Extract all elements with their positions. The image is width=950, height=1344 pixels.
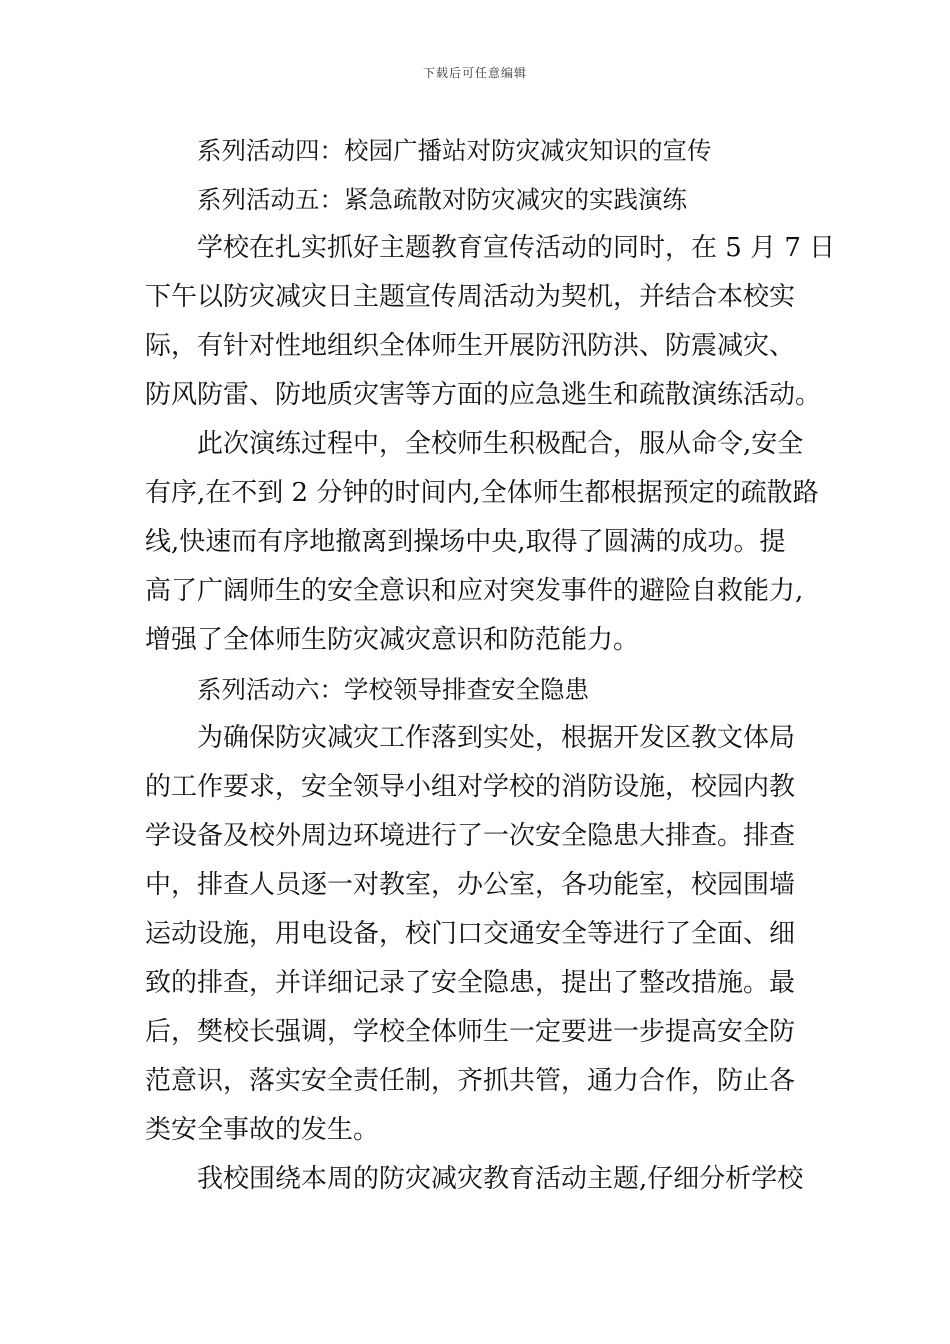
document-body	[145, 126, 836, 1204]
paragraph-line: 为确保防灾减灾工作落到实处，根据开发区教文体局	[197, 723, 796, 753]
paragraph-line: 致的排查，并详细记录了安全隐患，提出了整改措施。最	[145, 968, 796, 998]
paragraph-line: 下午以防灾减灾日主题宣传周活动为契机，并结合本校实	[145, 282, 796, 312]
activity-heading-5: 系列活动五：紧急疏散对防灾减灾的实践演练	[197, 185, 687, 214]
paragraph-line: 我校围绕本周的防灾减灾教育活动主题,仔细分析学校	[197, 1164, 804, 1194]
paragraph-line: 的工作要求，安全领导小组对学校的消防设施，校园内教	[145, 772, 796, 802]
paragraph-line: 学校在扎实抓好主题教育宣传活动的同时，在 5 月 7 日	[197, 233, 836, 263]
paragraph-line: 此次演练过程中，全校师生积极配合，服从命令,安全	[197, 429, 804, 459]
paragraph-line: 高了广阔师生的安全意识和应对突发事件的避险自救能力,	[145, 576, 804, 606]
activity-heading-4: 系列活动四：校园广播站对防灾减灾知识的宣传	[197, 136, 712, 165]
paragraph-line: 际，有针对性地组织全体师生开展防汛防洪、防震减灾、	[145, 331, 796, 361]
paragraph-line: 增强了全体师生防灾减灾意识和防范能力。	[145, 625, 640, 655]
paragraph-line: 线,快速而有序地撤离到操场中央,取得了圆满的成功。提	[145, 527, 786, 557]
paragraph-line: 类安全事故的发生。	[145, 1115, 380, 1145]
header-note: 下载后可任意编辑	[422, 66, 527, 80]
paragraph-line: 学设备及校外周边环境进行了一次安全隐患大排查。排查	[145, 821, 796, 851]
paragraph-line: 范意识，落实安全责任制，齐抓共管，通力合作，防止各	[145, 1066, 796, 1096]
paragraph-line: 运动设施，用电设备，校门口交通安全等进行了全面、细	[145, 919, 796, 949]
paragraph-line: 后，樊校长强调，学校全体师生一定要进一步提高安全防	[145, 1017, 796, 1047]
paragraph-line: 中，排查人员逐一对教室，办公室，各功能室，校园围墙	[145, 870, 796, 900]
activity-heading-6: 系列活动六：学校领导排查安全隐患	[197, 675, 589, 704]
paragraph-line: 防风防雷、防地质灾害等方面的应急逃生和疏散演练活动。	[145, 380, 822, 410]
paragraph-line: 有序,在不到 2 分钟的时间内,全体师生都根据预定的疏散路	[145, 478, 819, 508]
